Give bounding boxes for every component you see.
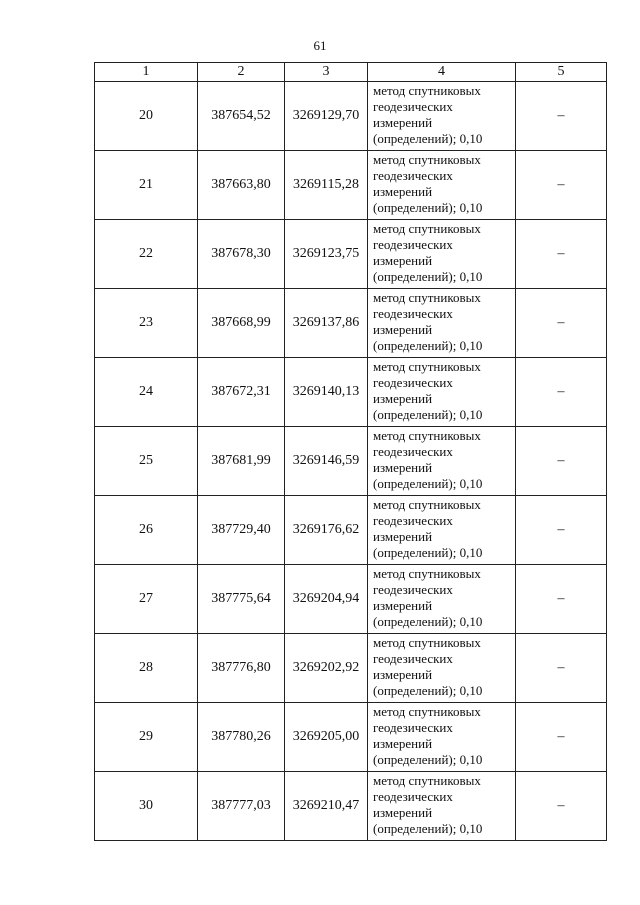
- x-coordinate-cell: 387729,40: [198, 496, 285, 565]
- note-cell: –: [516, 82, 607, 151]
- method-cell: метод спутниковых геодезических измерений (определений); 0,10: [368, 634, 516, 703]
- note-cell: –: [516, 220, 607, 289]
- y-coordinate-cell: 3269115,28: [285, 151, 368, 220]
- column-header-2: 2: [198, 63, 285, 82]
- table-row: [95, 358, 607, 427]
- note-cell: –: [516, 358, 607, 427]
- table-row: [95, 565, 607, 634]
- x-coordinate-cell: 387672,31: [198, 358, 285, 427]
- y-coordinate-cell: 3269146,59: [285, 427, 368, 496]
- table-row: [95, 151, 607, 220]
- x-coordinate-cell: 387780,26: [198, 703, 285, 772]
- point-number-cell: 20: [95, 82, 198, 151]
- column-header-5: 5: [516, 63, 607, 82]
- point-number-cell: 28: [95, 634, 198, 703]
- point-number-cell: 27: [95, 565, 198, 634]
- column-header-1: 1: [95, 63, 198, 82]
- point-number-cell: 22: [95, 220, 198, 289]
- table-row: [95, 703, 607, 772]
- method-cell: метод спутниковых геодезических измерений (определений); 0,10: [368, 220, 516, 289]
- method-cell: метод спутниковых геодезических измерений (определений); 0,10: [368, 427, 516, 496]
- x-coordinate-cell: 387776,80: [198, 634, 285, 703]
- column-header-4: 4: [368, 63, 516, 82]
- note-cell: –: [516, 703, 607, 772]
- note-cell: –: [516, 496, 607, 565]
- y-coordinate-cell: 3269137,86: [285, 289, 368, 358]
- y-coordinate-cell: 3269204,94: [285, 565, 368, 634]
- method-cell: метод спутниковых геодезических измерений (определений); 0,10: [368, 565, 516, 634]
- column-header-3: 3: [285, 63, 368, 82]
- y-coordinate-cell: 3269202,92: [285, 634, 368, 703]
- table-row: [95, 496, 607, 565]
- note-cell: –: [516, 289, 607, 358]
- method-cell: метод спутниковых геодезических измерений (определений); 0,10: [368, 703, 516, 772]
- table-row: [95, 289, 607, 358]
- y-coordinate-cell: 3269123,75: [285, 220, 368, 289]
- x-coordinate-cell: 387663,80: [198, 151, 285, 220]
- x-coordinate-cell: 387668,99: [198, 289, 285, 358]
- method-cell: метод спутниковых геодезических измерений (определений); 0,10: [368, 358, 516, 427]
- y-coordinate-cell: 3269205,00: [285, 703, 368, 772]
- y-coordinate-cell: 3269176,62: [285, 496, 368, 565]
- y-coordinate-cell: 3269210,47: [285, 772, 368, 841]
- point-number-cell: 24: [95, 358, 198, 427]
- table-row: [95, 634, 607, 703]
- coordinates-table: [94, 62, 607, 841]
- y-coordinate-cell: 3269140,13: [285, 358, 368, 427]
- method-cell: метод спутниковых геодезических измерений (определений); 0,10: [368, 82, 516, 151]
- table-row: [95, 772, 607, 841]
- x-coordinate-cell: 387681,99: [198, 427, 285, 496]
- point-number-cell: 25: [95, 427, 198, 496]
- x-coordinate-cell: 387654,52: [198, 82, 285, 151]
- note-cell: –: [516, 565, 607, 634]
- note-cell: –: [516, 427, 607, 496]
- header-row: [95, 63, 607, 82]
- note-cell: –: [516, 151, 607, 220]
- method-cell: метод спутниковых геодезических измерений (определений); 0,10: [368, 289, 516, 358]
- method-cell: метод спутниковых геодезических измерений (определений); 0,10: [368, 772, 516, 841]
- point-number-cell: 26: [95, 496, 198, 565]
- x-coordinate-cell: 387678,30: [198, 220, 285, 289]
- method-cell: метод спутниковых геодезических измерений (определений); 0,10: [368, 151, 516, 220]
- y-coordinate-cell: 3269129,70: [285, 82, 368, 151]
- note-cell: –: [516, 634, 607, 703]
- point-number-cell: 21: [95, 151, 198, 220]
- note-cell: –: [516, 772, 607, 841]
- point-number-cell: 30: [95, 772, 198, 841]
- x-coordinate-cell: 387777,03: [198, 772, 285, 841]
- point-number-cell: 29: [95, 703, 198, 772]
- table-row: [95, 427, 607, 496]
- table-row: [95, 220, 607, 289]
- table-body: [95, 82, 607, 841]
- page-number: 61: [313, 38, 327, 53]
- x-coordinate-cell: 387775,64: [198, 565, 285, 634]
- point-number-cell: 23: [95, 289, 198, 358]
- table-row: [95, 82, 607, 151]
- method-cell: метод спутниковых геодезических измерений (определений); 0,10: [368, 496, 516, 565]
